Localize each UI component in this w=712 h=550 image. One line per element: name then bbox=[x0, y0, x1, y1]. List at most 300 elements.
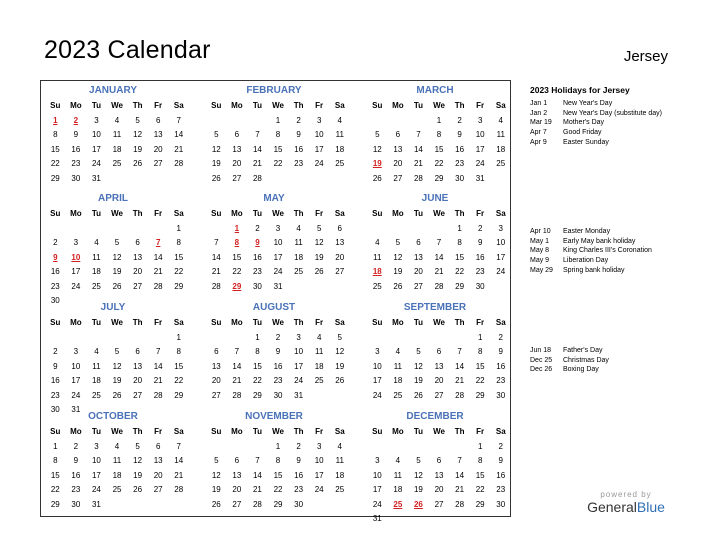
day-cell: 19 bbox=[133, 144, 143, 154]
holiday-item bbox=[530, 346, 690, 356]
day-cell: 1 bbox=[176, 223, 181, 233]
weekday-label: Fr bbox=[154, 101, 163, 110]
empty-day-cell bbox=[127, 498, 148, 513]
day-cell: 8 bbox=[53, 456, 58, 465]
weekday-label: Su bbox=[372, 318, 383, 327]
week-row bbox=[206, 440, 350, 455]
holiday-item bbox=[530, 109, 690, 119]
day-cell: 12 bbox=[335, 347, 345, 356]
week-row bbox=[206, 280, 350, 295]
day-cell: 15 bbox=[273, 144, 283, 154]
day-cell: 18 bbox=[314, 361, 324, 371]
week-row bbox=[367, 251, 511, 266]
day-cell: 14 bbox=[434, 252, 444, 262]
empty-day-cell bbox=[206, 222, 227, 237]
holiday-item bbox=[530, 237, 690, 247]
day-cell: 1 bbox=[234, 223, 240, 233]
day-cell: 24 bbox=[314, 159, 324, 168]
empty-day-cell bbox=[309, 498, 330, 513]
day-cell: 29 bbox=[174, 390, 184, 400]
weekday-label: Sa bbox=[495, 209, 506, 218]
day-cell: 1 bbox=[477, 441, 483, 451]
day-cell: 1 bbox=[436, 115, 442, 125]
day-cell: 5 bbox=[114, 238, 120, 247]
day-cell: 23 bbox=[496, 376, 506, 385]
weekday-label: Fr bbox=[315, 318, 324, 327]
day-cell: 21 bbox=[455, 485, 465, 494]
day-cell: 13 bbox=[434, 470, 444, 480]
day-cell: 26 bbox=[314, 267, 324, 276]
day-cell: 26 bbox=[112, 390, 122, 400]
day-cell: 9 bbox=[255, 238, 260, 247]
day-cell: 20 bbox=[434, 376, 444, 385]
week-row bbox=[45, 360, 189, 375]
empty-day-cell bbox=[329, 280, 350, 295]
weekday-label: We bbox=[433, 101, 445, 110]
weekday-header bbox=[45, 207, 189, 222]
empty-day-cell bbox=[45, 331, 66, 346]
day-cell: 29 bbox=[252, 390, 262, 400]
week-row bbox=[367, 331, 511, 346]
day-cell: 7 bbox=[255, 456, 260, 465]
day-cell: 6 bbox=[416, 238, 421, 247]
day-cell: 12 bbox=[211, 144, 221, 154]
weekday-label: Tu bbox=[252, 427, 263, 436]
weekday-header bbox=[45, 99, 189, 114]
day-cell: 11 bbox=[335, 456, 344, 465]
day-cell: 24 bbox=[91, 485, 101, 494]
day-cell: 3 bbox=[316, 115, 322, 125]
day-cell: 29 bbox=[273, 499, 283, 509]
week-row bbox=[367, 280, 511, 295]
day-cell: 2 bbox=[498, 441, 503, 451]
weekday-header bbox=[206, 425, 350, 440]
empty-day-cell bbox=[309, 389, 330, 404]
day-cell: 15 bbox=[232, 252, 242, 262]
empty-day-cell bbox=[268, 172, 289, 187]
weekday-label: Th bbox=[132, 427, 143, 436]
month-name: JANUARY bbox=[89, 85, 137, 96]
holiday-item bbox=[530, 365, 690, 375]
weekday-label: Mo bbox=[392, 101, 404, 110]
day-cell: 17 bbox=[71, 376, 81, 385]
day-cell: 19 bbox=[372, 159, 382, 168]
week-row bbox=[206, 498, 350, 513]
holiday-name: New Year's Day (substitute day) bbox=[563, 109, 662, 117]
weekday-label: We bbox=[272, 427, 284, 436]
day-cell: 26 bbox=[133, 485, 143, 494]
day-cell: 16 bbox=[294, 144, 304, 154]
day-cell: 16 bbox=[50, 376, 60, 385]
day-cell: 15 bbox=[475, 470, 485, 480]
week-row bbox=[367, 512, 511, 527]
month-june bbox=[367, 191, 511, 294]
week-row bbox=[206, 172, 350, 187]
empty-day-cell bbox=[127, 172, 148, 187]
weekday-label: Sa bbox=[173, 318, 184, 327]
day-cell: 30 bbox=[252, 281, 262, 291]
day-cell: 22 bbox=[50, 485, 60, 494]
day-cell: 2 bbox=[296, 441, 301, 451]
day-cell: 28 bbox=[174, 159, 184, 168]
empty-day-cell bbox=[148, 331, 169, 346]
week-row bbox=[367, 498, 511, 513]
day-cell: 6 bbox=[135, 347, 140, 356]
weekday-label: Su bbox=[50, 427, 61, 436]
weekday-label: Tu bbox=[413, 427, 424, 436]
day-cell: 24 bbox=[372, 390, 382, 400]
weekday-label: Fr bbox=[476, 318, 485, 327]
day-cell: 15 bbox=[50, 470, 60, 480]
holiday-date: May 8 bbox=[530, 247, 550, 255]
weekday-header bbox=[367, 425, 511, 440]
weekday-header bbox=[45, 425, 189, 440]
empty-day-cell bbox=[309, 280, 330, 295]
week-row bbox=[367, 114, 511, 129]
day-cell: 21 bbox=[174, 144, 184, 154]
day-cell: 31 bbox=[475, 173, 485, 183]
day-cell: 18 bbox=[372, 267, 382, 276]
empty-day-cell bbox=[247, 440, 268, 455]
day-cell: 14 bbox=[413, 144, 423, 154]
weekday-label: Fr bbox=[315, 209, 324, 218]
day-cell: 17 bbox=[71, 267, 81, 276]
empty-day-cell bbox=[408, 440, 429, 455]
day-cell: 11 bbox=[393, 361, 403, 371]
day-cell: 20 bbox=[232, 485, 242, 494]
weekday-label: Su bbox=[211, 427, 222, 436]
empty-day-cell bbox=[449, 331, 470, 346]
day-cell: 3 bbox=[275, 223, 281, 233]
holiday-date: Dec 26 bbox=[530, 366, 553, 374]
day-cell: 27 bbox=[153, 159, 163, 168]
day-cell: 27 bbox=[393, 173, 403, 183]
day-cell: 7 bbox=[155, 347, 161, 356]
day-cell: 9 bbox=[73, 130, 79, 139]
day-cell: 30 bbox=[273, 390, 283, 400]
weekday-label: We bbox=[111, 101, 123, 110]
empty-day-cell bbox=[247, 114, 268, 129]
day-cell: 7 bbox=[234, 347, 240, 356]
day-cell: 10 bbox=[314, 130, 324, 139]
day-cell: 15 bbox=[434, 144, 444, 154]
empty-day-cell bbox=[148, 172, 169, 187]
weekday-label: Sa bbox=[495, 427, 506, 436]
weekday-header bbox=[206, 99, 350, 114]
day-cell: 4 bbox=[94, 238, 99, 247]
day-cell: 12 bbox=[211, 470, 221, 480]
empty-day-cell bbox=[227, 114, 248, 129]
day-cell: 1 bbox=[457, 223, 462, 233]
holiday-name: Early May bank holiday bbox=[563, 237, 636, 245]
week-row bbox=[367, 374, 511, 389]
week-row bbox=[45, 128, 189, 143]
day-cell: 31 bbox=[91, 499, 101, 509]
day-cell: 1 bbox=[477, 332, 483, 342]
day-cell: 14 bbox=[455, 361, 465, 371]
day-cell: 18 bbox=[496, 144, 506, 154]
weekday-label: Fr bbox=[154, 427, 163, 436]
day-cell: 26 bbox=[211, 173, 221, 183]
day-cell: 21 bbox=[252, 159, 262, 168]
day-cell: 27 bbox=[335, 267, 345, 276]
holiday-item bbox=[530, 246, 690, 256]
day-cell: 16 bbox=[50, 267, 60, 276]
day-cell: 8 bbox=[255, 347, 260, 356]
day-cell: 18 bbox=[335, 470, 345, 480]
day-cell: 18 bbox=[393, 485, 403, 494]
day-cell: 8 bbox=[176, 238, 181, 247]
day-cell: 22 bbox=[273, 485, 283, 494]
day-cell: 13 bbox=[335, 238, 345, 247]
day-cell: 20 bbox=[232, 159, 242, 168]
day-cell: 30 bbox=[50, 405, 60, 414]
week-row bbox=[45, 236, 189, 251]
weekday-label: Tu bbox=[91, 318, 102, 327]
week-row bbox=[206, 236, 350, 251]
day-cell: 25 bbox=[496, 159, 506, 168]
day-cell: 15 bbox=[174, 361, 184, 371]
empty-day-cell bbox=[168, 172, 189, 187]
week-row bbox=[206, 469, 350, 484]
holiday-date: Apr 10 bbox=[530, 228, 551, 235]
day-cell: 3 bbox=[375, 347, 380, 356]
day-cell: 12 bbox=[133, 456, 143, 465]
day-cell: 29 bbox=[455, 281, 465, 291]
day-cell: 18 bbox=[91, 267, 101, 276]
day-cell: 2 bbox=[275, 332, 281, 342]
day-cell: 8 bbox=[275, 130, 281, 139]
day-cell: 19 bbox=[335, 361, 345, 371]
day-cell: 30 bbox=[496, 499, 506, 509]
day-cell: 6 bbox=[214, 347, 219, 356]
day-cell: 3 bbox=[477, 115, 483, 125]
day-cell: 14 bbox=[153, 252, 163, 262]
day-cell: 29 bbox=[232, 281, 242, 291]
day-cell: 13 bbox=[413, 252, 423, 262]
empty-day-cell bbox=[367, 440, 388, 455]
empty-day-cell bbox=[107, 172, 128, 187]
day-cell: 4 bbox=[395, 347, 401, 356]
day-cell: 4 bbox=[375, 238, 380, 247]
weekday-label: Fr bbox=[154, 318, 163, 327]
day-cell: 31 bbox=[71, 405, 81, 414]
day-cell: 28 bbox=[211, 281, 221, 291]
weekday-header bbox=[206, 316, 350, 331]
day-cell: 25 bbox=[335, 159, 345, 168]
empty-day-cell bbox=[329, 498, 350, 513]
weekday-label: Mo bbox=[392, 318, 404, 327]
day-cell: 9 bbox=[498, 456, 503, 465]
week-row bbox=[45, 483, 189, 498]
holiday-name: Easter Monday bbox=[563, 228, 611, 235]
day-cell: 3 bbox=[316, 441, 322, 451]
day-cell: 10 bbox=[314, 456, 324, 465]
day-cell: 24 bbox=[71, 390, 81, 400]
empty-day-cell bbox=[388, 512, 409, 527]
day-cell: 7 bbox=[255, 130, 260, 139]
empty-day-cell bbox=[429, 222, 450, 237]
day-cell: 16 bbox=[475, 252, 485, 262]
holiday-item bbox=[530, 99, 690, 109]
day-cell: 22 bbox=[252, 376, 262, 385]
day-cell: 3 bbox=[94, 115, 99, 125]
day-cell: 22 bbox=[455, 267, 465, 276]
month-name: AUGUST bbox=[252, 302, 296, 313]
empty-day-cell bbox=[388, 222, 409, 237]
empty-day-cell bbox=[148, 498, 169, 513]
day-cell: 20 bbox=[413, 267, 423, 276]
day-cell: 25 bbox=[314, 376, 324, 385]
day-cell: 1 bbox=[53, 115, 58, 125]
day-cell: 24 bbox=[314, 485, 324, 494]
week-row bbox=[367, 222, 511, 237]
day-cell: 19 bbox=[413, 485, 423, 494]
day-cell: 23 bbox=[496, 485, 506, 494]
day-cell: 8 bbox=[176, 347, 181, 356]
empty-day-cell bbox=[86, 222, 107, 237]
weekday-label: We bbox=[272, 209, 284, 218]
week-row bbox=[367, 265, 511, 280]
day-cell: 3 bbox=[73, 347, 79, 356]
day-cell: 2 bbox=[53, 347, 58, 356]
day-cell: 4 bbox=[296, 223, 301, 233]
day-cell: 6 bbox=[436, 456, 442, 465]
holiday-item bbox=[530, 118, 690, 128]
month-february bbox=[206, 83, 350, 186]
holiday-item bbox=[530, 356, 690, 366]
weekday-label: Th bbox=[454, 209, 465, 218]
weekday-header bbox=[367, 99, 511, 114]
weekday-label: Su bbox=[372, 209, 383, 218]
empty-day-cell bbox=[367, 114, 388, 129]
holiday-name: Liberation Day bbox=[563, 257, 609, 265]
day-cell: 7 bbox=[457, 456, 462, 465]
day-cell: 30 bbox=[496, 390, 506, 400]
day-cell: 21 bbox=[153, 267, 163, 276]
empty-day-cell bbox=[206, 331, 227, 346]
day-cell: 11 bbox=[335, 130, 344, 139]
day-cell: 5 bbox=[395, 238, 401, 247]
weekday-label: Fr bbox=[315, 427, 324, 436]
day-cell: 2 bbox=[498, 332, 503, 342]
week-row bbox=[206, 114, 350, 129]
month-july bbox=[45, 300, 189, 418]
weekday-label: Su bbox=[50, 318, 61, 327]
day-cell: 21 bbox=[153, 376, 163, 385]
day-cell: 31 bbox=[91, 173, 101, 183]
day-cell: 30 bbox=[71, 173, 81, 183]
holiday-date: May 29 bbox=[530, 266, 553, 274]
day-cell: 31 bbox=[372, 514, 382, 523]
day-cell: 15 bbox=[475, 361, 485, 371]
day-cell: 2 bbox=[255, 223, 260, 233]
day-cell: 5 bbox=[337, 332, 342, 342]
day-cell: 8 bbox=[275, 456, 281, 465]
week-row bbox=[367, 345, 511, 360]
day-cell: 6 bbox=[337, 223, 342, 233]
month-march bbox=[367, 83, 511, 186]
day-cell: 18 bbox=[112, 144, 122, 154]
week-row bbox=[45, 374, 189, 389]
holidays-title: 2023 Holidays for Jersey bbox=[530, 85, 630, 95]
empty-day-cell bbox=[127, 222, 148, 237]
day-cell: 20 bbox=[335, 252, 345, 262]
holiday-item bbox=[530, 266, 690, 276]
day-cell: 10 bbox=[273, 238, 283, 247]
week-row bbox=[45, 251, 189, 266]
empty-day-cell bbox=[206, 440, 227, 455]
day-cell: 20 bbox=[153, 470, 163, 480]
day-cell: 18 bbox=[91, 376, 101, 385]
brand-name bbox=[584, 499, 668, 515]
day-cell: 9 bbox=[457, 130, 462, 139]
holiday-name: Boxing Day bbox=[563, 366, 599, 374]
empty-day-cell bbox=[168, 498, 189, 513]
holiday-date: Mar 19 bbox=[530, 119, 552, 127]
week-row bbox=[206, 331, 350, 346]
day-cell: 23 bbox=[50, 390, 60, 400]
day-cell: 8 bbox=[477, 347, 483, 356]
day-cell: 9 bbox=[53, 361, 58, 371]
day-cell: 21 bbox=[413, 159, 423, 168]
day-cell: 4 bbox=[114, 115, 120, 125]
day-cell: 22 bbox=[273, 159, 283, 168]
day-cell: 9 bbox=[275, 347, 281, 356]
day-cell: 4 bbox=[94, 347, 99, 356]
holiday-name: King Charles III's Coronation bbox=[563, 247, 652, 255]
day-cell: 9 bbox=[296, 456, 301, 465]
day-cell: 26 bbox=[335, 376, 345, 385]
day-cell: 13 bbox=[232, 470, 242, 480]
weekday-label: We bbox=[272, 318, 284, 327]
week-row bbox=[206, 389, 350, 404]
week-row bbox=[206, 360, 350, 375]
day-cell: 11 bbox=[496, 130, 505, 139]
day-cell: 1 bbox=[53, 441, 58, 451]
day-cell: 28 bbox=[252, 173, 262, 183]
day-cell: 12 bbox=[393, 252, 403, 262]
day-cell: 30 bbox=[50, 296, 60, 305]
week-row bbox=[45, 469, 189, 484]
day-cell: 25 bbox=[372, 281, 382, 291]
day-cell: 10 bbox=[91, 130, 101, 139]
empty-day-cell bbox=[470, 512, 491, 527]
day-cell: 23 bbox=[294, 159, 304, 168]
holiday-name: Spring bank holiday bbox=[563, 266, 625, 274]
day-cell: 16 bbox=[496, 470, 506, 480]
weekday-label: Mo bbox=[231, 209, 243, 218]
week-row bbox=[45, 157, 189, 172]
day-cell: 29 bbox=[434, 173, 444, 183]
empty-day-cell bbox=[107, 498, 128, 513]
weekday-label: Th bbox=[293, 209, 304, 218]
day-cell: 25 bbox=[112, 159, 122, 168]
month-name: DECEMBER bbox=[406, 411, 464, 422]
month-august bbox=[206, 300, 350, 403]
day-cell: 20 bbox=[434, 485, 444, 494]
day-cell: 9 bbox=[53, 252, 58, 262]
day-cell: 12 bbox=[112, 361, 122, 371]
day-cell: 8 bbox=[477, 456, 483, 465]
day-cell: 27 bbox=[211, 390, 221, 400]
empty-day-cell bbox=[449, 440, 470, 455]
day-cell: 14 bbox=[252, 470, 262, 480]
week-row bbox=[206, 265, 350, 280]
weekday-label: Sa bbox=[334, 318, 345, 327]
day-cell: 5 bbox=[416, 347, 421, 356]
weekday-label: Fr bbox=[154, 209, 163, 218]
